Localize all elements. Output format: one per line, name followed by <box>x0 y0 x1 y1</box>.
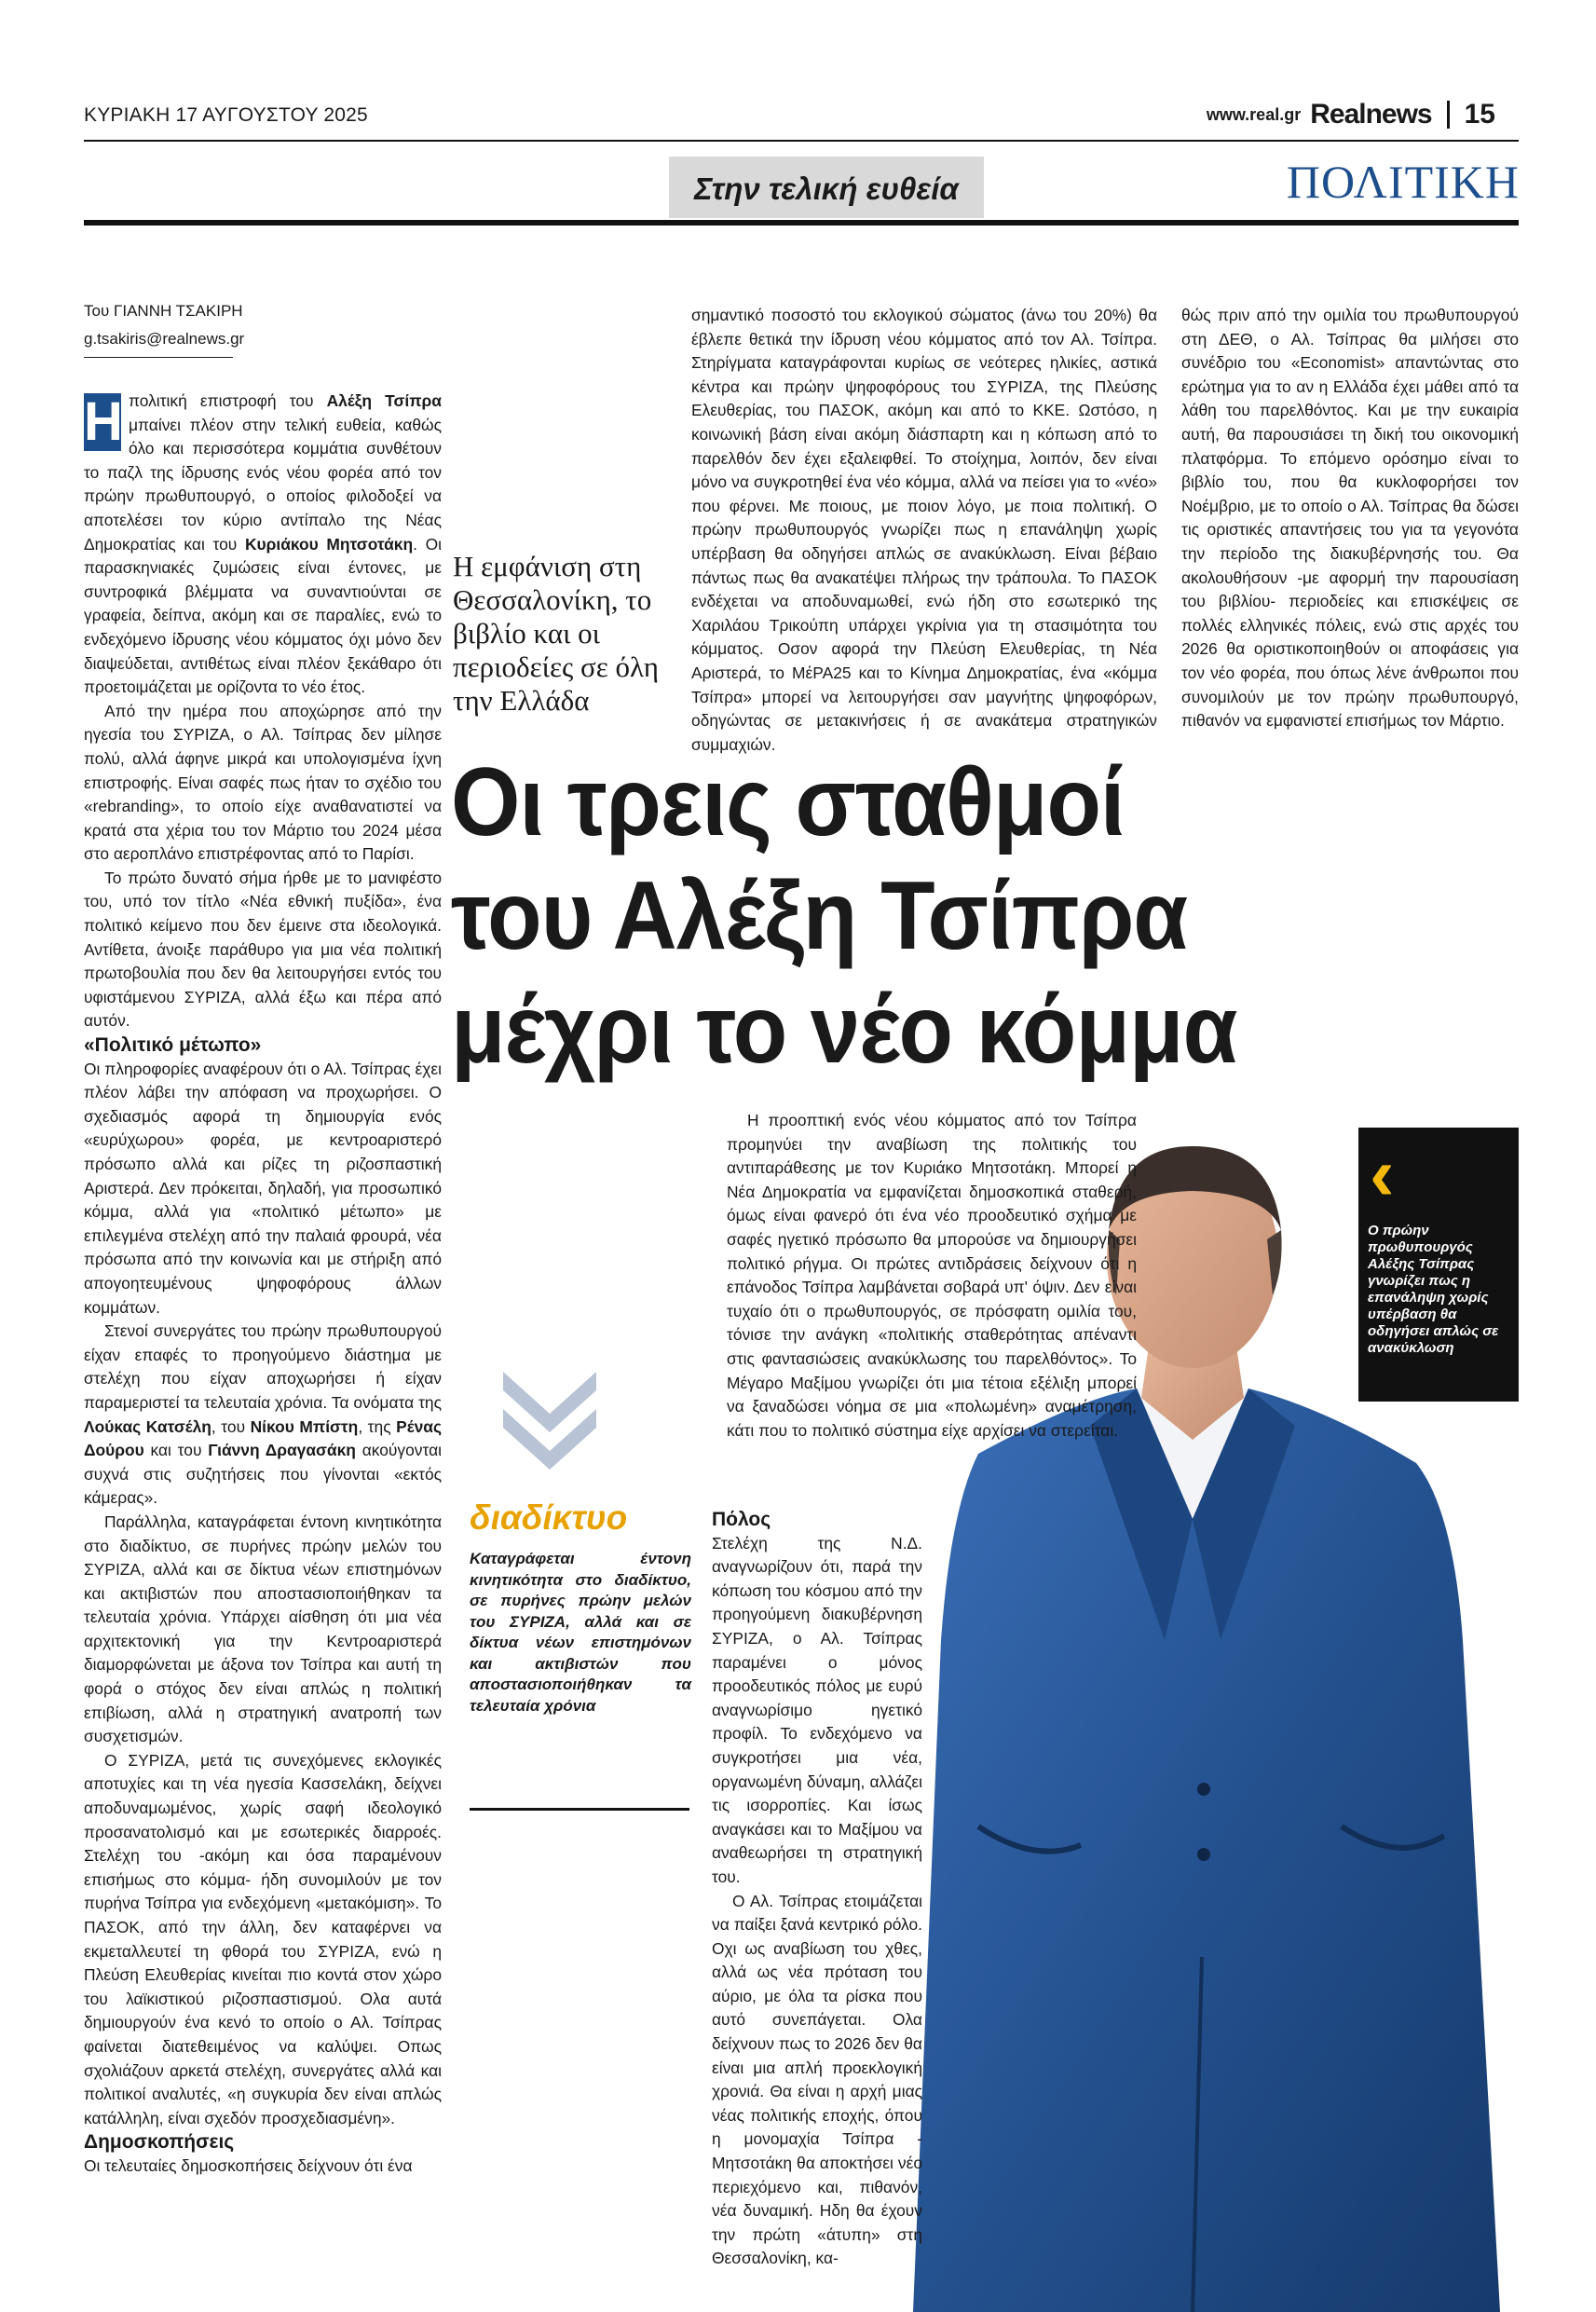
paragraph: Το πρώτο δυνατό σήμα ήρθε με το μανιφέστο του, υπό τον τίτλο «Νέα εθνική πυξίδα», ένα πολιτικό κείμενο που δεν έμεινε στα ιδεολογικά. Αντίθετα, άνοιξε παράθυρο για μια νέα πολιτική πρωτοβουλία που δεν θα λειτουργήσει εντός του υφιστάμενου ΣΥΡΙΖΑ, αλλά έξω και πέρα από αυτόν. <box>84 868 442 1031</box>
paragraph: Στελέχη της Ν.Δ. αναγνωρίζουν ότι, παρά την κόπωση του κόσμου από την προηγούμενη διακυβέρνηση ΣΥΡΙΖΑ, ο Αλ. Τσίπρας παραμένει ο μόνος προοδευτικός πόλος με ευρύ αναγνωρίσιμο ηγετικό προφίλ. Το ενδεχόμενο να συγκροτήσει μια νέα, οργανωμένη δύναμη, αλλάζει τις ισορροπίες. Και ίσως αναγκάσει και το Μαξίμου να αναθεωρήσει τη στρατηγική του. <box>712 1533 922 1886</box>
paragraph: Από την ημέρα που αποχώρησε από την ηγεσία του ΣΥΡΙΖΑ, ο Αλ. Τσίπρας δεν μίλησε πολύ, αλλά άφηνε μικρά και υπολογισμένα ίχνη επιστροφής. Είναι σαφές πως ήταν το σχέδιο του «rebranding», το οποίο είχε αναθανατιστεί να κρατά στα χέρια του τον Μάρτιο του 2024 μέσα στο αεροπλάνο επιστρέφοντας από το Παρίσι. <box>84 701 442 864</box>
byline-email[interactable]: g.tsakiris@realnews.gr <box>84 330 245 348</box>
article-column-5 <box>712 1508 922 2271</box>
header-rule <box>84 220 1519 226</box>
section-title: ΠΟΛΙΤΙΚΗ <box>1286 156 1520 208</box>
pull-quote: Η εμφάνιση στη Θεσσαλονίκη, το βιβλίο και οι περιοδείες σε όλη την Ελλάδα <box>453 550 659 717</box>
issue-date: ΚΥΡΙΑΚΗ 17 ΑΥΓΟΥΣΤΟΥ 2025 <box>84 104 368 126</box>
paragraph: Ο Αλ. Τσίπρας ετοιμάζεται να παίξει ξανά κεντρικό ρόλο. Οχι ως αναβίωση του χθες, αλλά ως νέα πρόταση του αύριο, με όλα τα ρίσκα που αυτό συνεπάγεται. Ολα δείχνουν πως το 2026 δεν θα είναι μια απλή προεκλογική χρονιά. Θα είναι η αρχή μιας νέας πολιτικής εποχής, όπου η μονομαχία Τσίπρα - Μητσοτάκη θα αποκτήσει νέο περιεχόμενο και, πιθανόν, νέα δυναμική. Ηδη θα έχουν την πρώτη «άτυπη» στη Θεσσαλονίκη, κα- <box>712 1891 922 2268</box>
article-column-2 <box>691 304 1157 757</box>
paragraph: Ο ΣΥΡΙΖΑ, μετά τις συνεχόμενες εκλογικές αποτυχίες και τη νέα ηγεσία Κασσελάκη, δείχνει αποδυναμωμένος, χωρίς σαφή ιδεολογικό προσανατολισμό και με εσωτερικές διαρροές. Στελέχη του -ακόμη και όσα παραμένουν επισήμως στο κόμμα- ήδη συνομιλούν με τον πυρήνα Τσίπρα για ενδεχόμενη «μετακόμιση». Το ΠΑΣΟΚ, από την άλλη, δεν καταφέρνει να εκμεταλλευτεί τη φθορά του ΣΥΡΙΖΑ, ενώ η Πλεύση Ελευθερίας κινείται πιο κοντά στον χώρο του λαϊκιστικού ριζοσπαστισμού. Ολα αυτά δημιουργούν ένα κενό το οποίο ο Αλ. Τσίπρας φαίνεται διατεθειμένος να καλύψει. Οπως σχολιάζουν αρκετά στελέχη, συνεργάτες αλλά και πολιτικοί αναλυτές, «η συγκυρία δεν είναι απλώς κατάλληλη, είναι σχεδόν προσχεδιασμένη». <box>84 1750 442 2127</box>
photo-caption: Ο πρώην πρωθυπουργός Αλέξης Τσίπρας γνωρίζει πως η επανάληψη χωρίς υπέρβαση θα οδηγήσει απλώς σε ανακύκλωση <box>1368 1223 1499 1356</box>
headline-line: μέχρι το νέο κόμμα <box>451 976 1237 1084</box>
page-number: 15 <box>1464 99 1495 130</box>
subheading: Πόλος <box>712 1509 771 1530</box>
double-chevron-down-icon <box>494 1362 606 1474</box>
chevron-left-icon: ‹ <box>1370 1132 1395 1215</box>
brand-separator <box>1447 101 1450 129</box>
top-rule <box>84 140 1519 142</box>
paragraph: Η προοπτική ενός νέου κόμματος από τον Τσίπρα προμηνύει την αναβίωση της πολιτικής του αντιπαράθεσης με τον Κυριάκο Μητσοτάκη. Μπορεί η Νέα Δημοκρατία να εμφανίζεται δημοσκοπικά σταθερή, όμως είναι φανερό ότι ένα νέο προοδευτικό σχήμα με σαφές ηγετικό πρόσωπο θα μπορούσε να δημιουργήσει πολιτικό ρήγμα. Οι πρώτες αντιδράσεις δείχνουν ότι η επάνοδος Τσίπρα λαμβάνεται σοβαρά υπ' όψιν. Δεν είναι τυχαίο ότι ο πρωθυπουργός, σε πρόσφατη ομιλία του, τόνισε την ανάγκη «πολιτικής σταθερότητας απέναντι στις φαντασιώσεις ανακύκλωσης του παρελθόντος». Το Μέγαρο Μαξίμου γνωρίζει ότι μια τέτοια εξέλιξη μπορεί να ξαναδώσει νόημα σε μια «πολωμένη» αναμέτρηση, κάτι που το πολιτικό σύστημα είχε αρχίσει να στερείται. <box>727 1111 1137 1440</box>
sidebar-label: διαδίκτυο <box>470 1498 628 1537</box>
kicker: Στην τελική ευθεία <box>694 171 959 206</box>
paragraph: σημαντικό ποσοστό του εκλογικού σώματος (άνω του 20%) θα έβλεπε θετικά την ίδρυση νέου κόμματος από τον Αλ. Τσίπρα. Στηρίγματα καταγράφονται κυρίως σε νεότερες ηλικίες, αστικά κέντρα και πρώην ψηφοφόρους του ΣΥΡΙΖΑ, της Πλεύσης Ελευθερίας, του ΠΑΣΟΚ, ακόμη και από το ΚΚΕ. Ωστόσο, η κοινωνική βάση είναι ακόμη διάσπαρτη και η κόπωση από το παρελθόν δεν έχει εξαλειφθεί. Το στοίχημα, λοιπόν, δεν είναι μόνο να συγκροτηθεί ένα νέο κόμμα, αλλά να πείσει για το «νέο» που φέρνει. Με ποιους, με ποιον λόγο, με ποια πολιτική. Ο πρώην πρωθυπουργός γνωρίζει πως η επανάληψη χωρίς υπέρβαση θα οδηγήσει απλώς σε ανακύκλωση. Είναι βέβαιο πάντως πως θα ανακατέψει πλήρως την τράπουλα. Το ΠΑΣΟΚ ενδέχεται να αποδυναμωθεί, ενώ ήδη στο εσωτερικό της Χαριλάου Τρικούπη υπάρχει γκρίνια για τη στασιμότητα του κόμματος. Οσον αφορά την Πλεύση Ελευθερίας, τη Νέα Αριστερά, το ΜέΡΑ25 και το Κίνημα Δημοκρατίας, ένα «κόμμα Τσίπρα» μπορεί να λειτουργήσει σαν μαγνήτης ψηφοφόρων, οδηγώντας σε μετακινήσεις ή σε ανακάτεμα στρατηγικών συμμαχιών. <box>691 306 1157 754</box>
sidebar-rule <box>470 1808 689 1811</box>
subheading: Δημοσκοπήσεις <box>84 2131 235 2154</box>
masthead-brand-block <box>1207 99 1495 130</box>
sidebar-text: Καταγράφεται έντονη κινητικότητα στο διαδίκτυο, σε πυρήνες πρώην μελών του ΣΥΡΙΖΑ, αλλά και σε δίκτυα νέων επιστημόνων και ακτιβιστών που αποστασιοποιήθηκαν τα τελευταία χρόνια <box>470 1550 691 1715</box>
byline-rule <box>84 357 233 358</box>
paragraph: Παράλληλα, καταγράφεται έντονη κινητικότητα στο διαδίκτυο, σε πυρήνες πρώην μελών του ΣΥΡΙΖΑ, αλλά και σε δίκτυα νέων επιστημόνων και ακτιβιστών που αποστασιοποιήθηκαν τα τελευταία χρόνια. Υπάρχει αίσθηση ότι μια νέα αρχιτεκτονική για την Κεντροαριστερά διαμορφώνεται με άξονα τον Τσίπρα και αυτή τη φορά ο στόχος δεν είναι απλώς η πολιτική επιβίωση, αλλά η στρατηγική ανατροπή των συσχετισμών. <box>84 1512 442 1746</box>
paragraph: Οι τελευταίες δημοσκοπήσεις δείχνουν ότι ένα <box>84 2155 413 2175</box>
paragraph: Οι πληροφορίες αναφέρουν ότι ο Αλ. Τσίπρας έχει πλέον λάβει την απόφαση να προχωρήσει. Ο σχεδιασμός αφορά τη δημιουργία ενός «ευρύχωρου» φορέα, με κεντροαριστερό πρόσωπο αλλά και ρίζες τη ριζοσπαστική Αριστερά. Δεν πρόκειται, δηλαδή, για προσωπικό κόμμα, αλλά για «πολιτικό μέτωπο» με επιλεγμένα στελέχη από την παλαιά φρουρά, νέα πρόσωπα από την κοινωνία και με στήριξη από απογοητευμένους ψηφοφόρους άλλων κομμάτων. <box>84 1059 442 1317</box>
paragraph: Η πολιτική επιστροφή του Αλέξη Τσίπρα μπαίνει πλέον στην τελική ευθεία, καθώς όλο και περισσότερα κομμάτια συνθέτουν το παζλ της ίδρυσης ενός νέου φορέα από τον πρώην πρωθυπουργό, ο οποίος φιλοδοξεί να αποτελέσει τον κύριο αντίπαλο της Νέας Δημοκρατίας και του Κυριάκου Μητσοτάκη. Οι παρασκηνιακές ζυμώσεις είναι έντονες, με συντροφικά βλέμματα να συναντιούνται σε γραφεία, δείπνα, ακόμη και σε παραλίες, ενώ το ενδεχόμενο ίδρυσης νέου κόμματος όχι μόνο δεν διαψεύδεται, αντιθέτως είναι πλέον ξεκάθαρο ότι προετοιμάζεται με ορίζοντα το νέο έτος. <box>84 391 442 697</box>
paragraph: Στενοί συνεργάτες του πρώην πρωθυπουργού είχαν επαφές το προηγούμενο διάστημα με στελέχη που είχαν αποχωρήσει ή είχαν παραμεριστεί τα τελευταία χρόνια. Τα ονόματα της Λούκας Κατσέλη, του Νίκου Μπίστη, της Ρένας Δούρου και του Γιάννη Δραγασάκη ακούγονται συχνά στις συζητήσεις που γίνονται «εκτός κάμερας». <box>84 1321 443 1508</box>
byline-author: Του ΓΙΑΝΝΗ ΤΣΑΚΙΡΗ <box>84 302 243 320</box>
article-column-3 <box>1181 304 1519 733</box>
headline-line: Οι τρεις σταθμοί <box>451 748 1125 856</box>
headline-line: του Αλέξη Τσίπρα <box>451 862 1188 970</box>
site-url[interactable]: www.real.gr <box>1206 104 1302 124</box>
brand-logo: Realnews <box>1310 99 1432 130</box>
article-column-4 <box>727 1109 1137 1443</box>
subheading: «Πολιτικό μέτωπο» <box>84 1034 262 1057</box>
paragraph: θώς πριν από την ομιλία του πρωθυπουργού στη ΔΕΘ, ο Αλ. Τσίπρας θα μιλήσει στο συνέδριο του «Economist» απαντώντας στο ερώτημα για το αν η Ελλάδα έχει μάθει από τα λάθη του παρελθόντος. Και με την ευκαιρία αυτή, θα παρουσιάσει τη δική του οικονομική πλατφόρμα. Το επόμενο ορόσημο είναι το βιβλίο του, που θα κυκλοφορήσει τον Νοέμβριο, με το οποίο ο Αλ. Τσίπρας θα δώσει τις οριστικές απαντήσεις του για τα γεγονότα την περίοδο της διακυβέρνησής του. Θα ακολουθήσουν -με αφορμή την παρουσίαση του βιβλίου- περιοδείες και επισκέψεις σε πολλές ελληνικές πόλεις, ενώ στις αρχές του 2026 θα οριστικοποιηθούν οι αποφάσεις για τον νέο φορέα, που όπως λένε άνθρωποι που συνομιλούν με τον πρώην πρωθυπουργό, πιθανόν να εμφανιστεί επισήμως τον Μάρτιο. <box>1181 306 1519 731</box>
headline <box>451 746 1445 1087</box>
drop-cap: Η <box>84 391 123 452</box>
article-column-1 <box>84 390 442 2179</box>
